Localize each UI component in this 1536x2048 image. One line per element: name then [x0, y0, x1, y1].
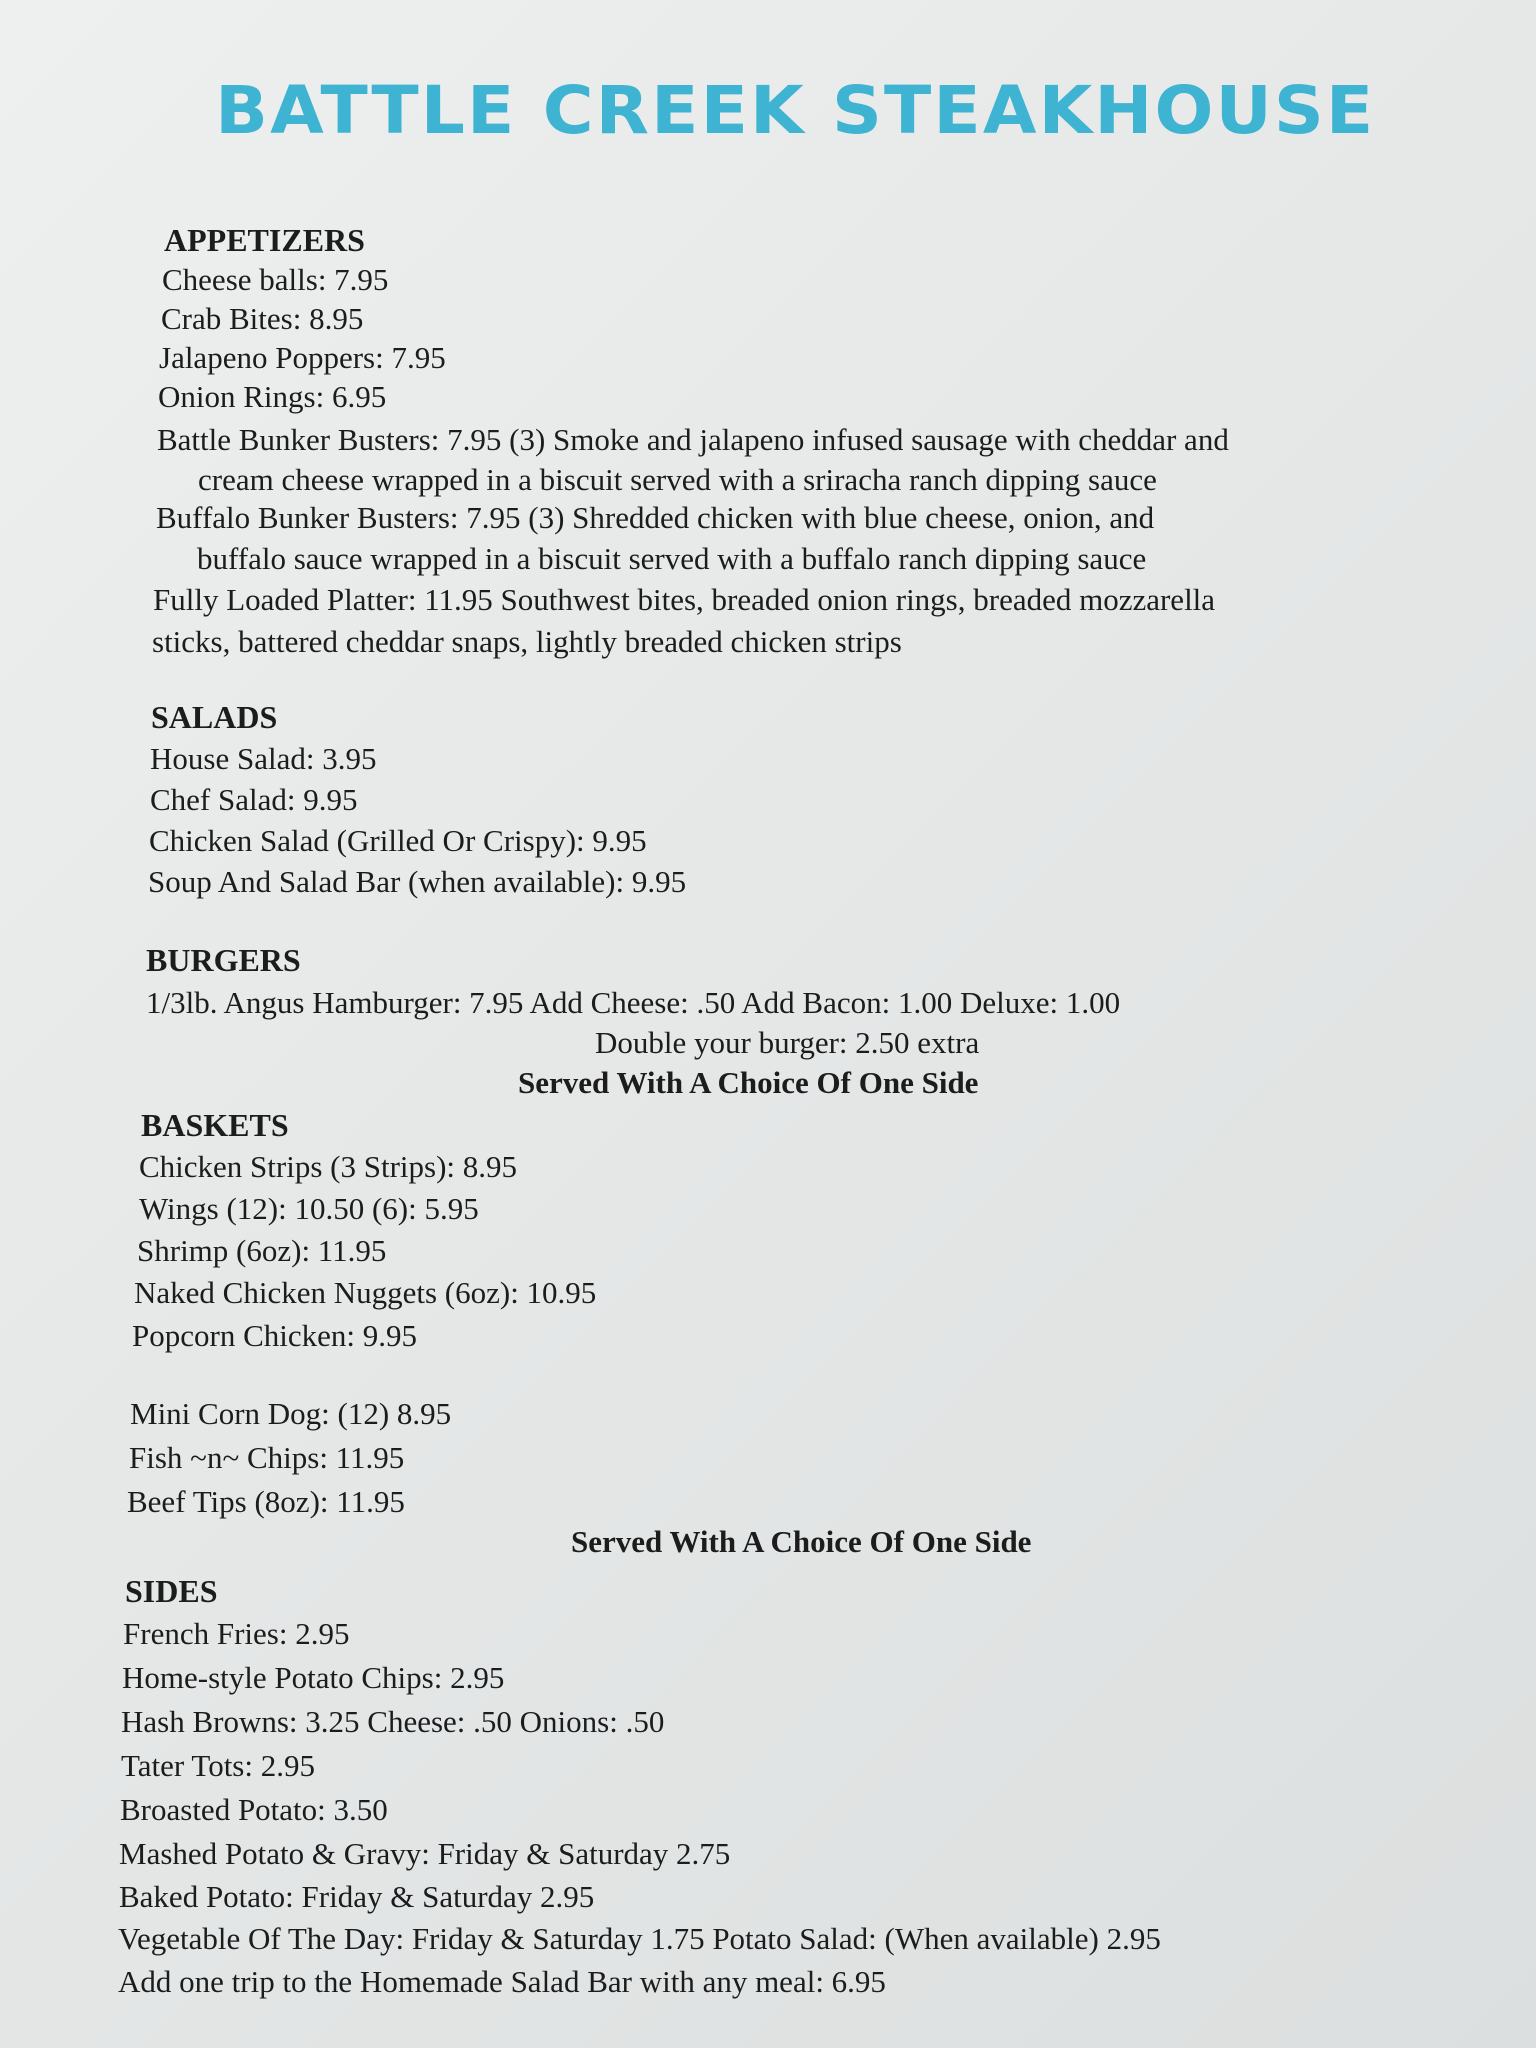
salads-heading: SALADS	[151, 699, 278, 735]
menu-item: 1/3lb. Angus Hamburger: 7.95 Add Cheese: .50 Add Bacon: 1.00 Deluxe: 1.00	[146, 985, 1121, 1020]
menu-item: Soup And Salad Bar (when available): 9.95	[148, 864, 687, 899]
menu-item: House Salad: 3.95	[150, 741, 377, 776]
burger-extra-note: Double your burger: 2.50 extra	[595, 1025, 980, 1060]
menu-item: Broasted Potato: 3.50	[120, 1792, 388, 1827]
menu-item-description: buffalo sauce wrapped in a biscuit served with a buffalo ranch dipping sauce	[197, 541, 1147, 576]
menu-item: Hash Browns: 3.25 Cheese: .50 Onions: .50	[121, 1704, 665, 1739]
menu-item: Jalapeno Poppers: 7.95	[159, 340, 446, 375]
sides-heading: SIDES	[125, 1573, 218, 1609]
menu-item: Tater Tots: 2.95	[121, 1748, 315, 1783]
menu-item: Chicken Strips (3 Strips): 8.95	[139, 1149, 518, 1184]
menu-item: Chef Salad: 9.95	[150, 782, 358, 817]
menu-item-description: sticks, battered cheddar snaps, lightly breaded chicken strips	[152, 624, 902, 659]
side-choice-note: Served With A Choice Of One Side	[518, 1065, 979, 1100]
menu-item: Beef Tips (8oz): 11.95	[127, 1484, 405, 1519]
menu-item: French Fries: 2.95	[123, 1616, 350, 1651]
menu-item: Fish ~n~ Chips: 11.95	[129, 1440, 405, 1475]
menu-item: Cheese balls: 7.95	[162, 262, 389, 297]
menu-item: Popcorn Chicken: 9.95	[132, 1318, 417, 1353]
menu-item: Vegetable Of The Day: Friday & Saturday 1.75 Potato Salad: (When available) 2.95	[118, 1921, 1161, 1956]
menu-item: Mini Corn Dog: (12) 8.95	[130, 1396, 452, 1431]
restaurant-title: BATTLE CREEK STEAKHOUSE	[215, 72, 1376, 149]
side-choice-note: Served With A Choice Of One Side	[571, 1524, 1032, 1559]
menu-item: Battle Bunker Busters: 7.95 (3) Smoke and jalapeno infused sausage with cheddar and	[157, 422, 1229, 457]
appetizers-heading: APPETIZERS	[164, 222, 365, 258]
menu-item: Naked Chicken Nuggets (6oz): 10.95	[134, 1275, 597, 1310]
menu-item: Fully Loaded Platter: 11.95 Southwest bites, breaded onion rings, breaded mozzarella	[153, 582, 1216, 617]
menu-item: Baked Potato: Friday & Saturday 2.95	[119, 1879, 595, 1914]
menu-item: Add one trip to the Homemade Salad Bar with any meal: 6.95	[118, 1964, 886, 1999]
menu-item: Onion Rings: 6.95	[158, 379, 387, 414]
menu-item: Wings (12): 10.50 (6): 5.95	[139, 1191, 479, 1226]
menu-item: Crab Bites: 8.95	[161, 301, 364, 336]
menu-item-description: cream cheese wrapped in a biscuit served with a sriracha ranch dipping sauce	[198, 462, 1157, 497]
menu-item: Home-style Potato Chips: 2.95	[122, 1660, 505, 1695]
baskets-heading: BASKETS	[141, 1107, 289, 1143]
menu-item: Buffalo Bunker Busters: 7.95 (3) Shredded chicken with blue cheese, onion, and	[156, 500, 1155, 535]
menu-item: Chicken Salad (Grilled Or Crispy): 9.95	[149, 823, 647, 858]
burgers-heading: BURGERS	[146, 942, 301, 978]
menu-item: Shrimp (6oz): 11.95	[137, 1233, 387, 1268]
menu-item: Mashed Potato & Gravy: Friday & Saturday 2.75	[119, 1836, 731, 1871]
